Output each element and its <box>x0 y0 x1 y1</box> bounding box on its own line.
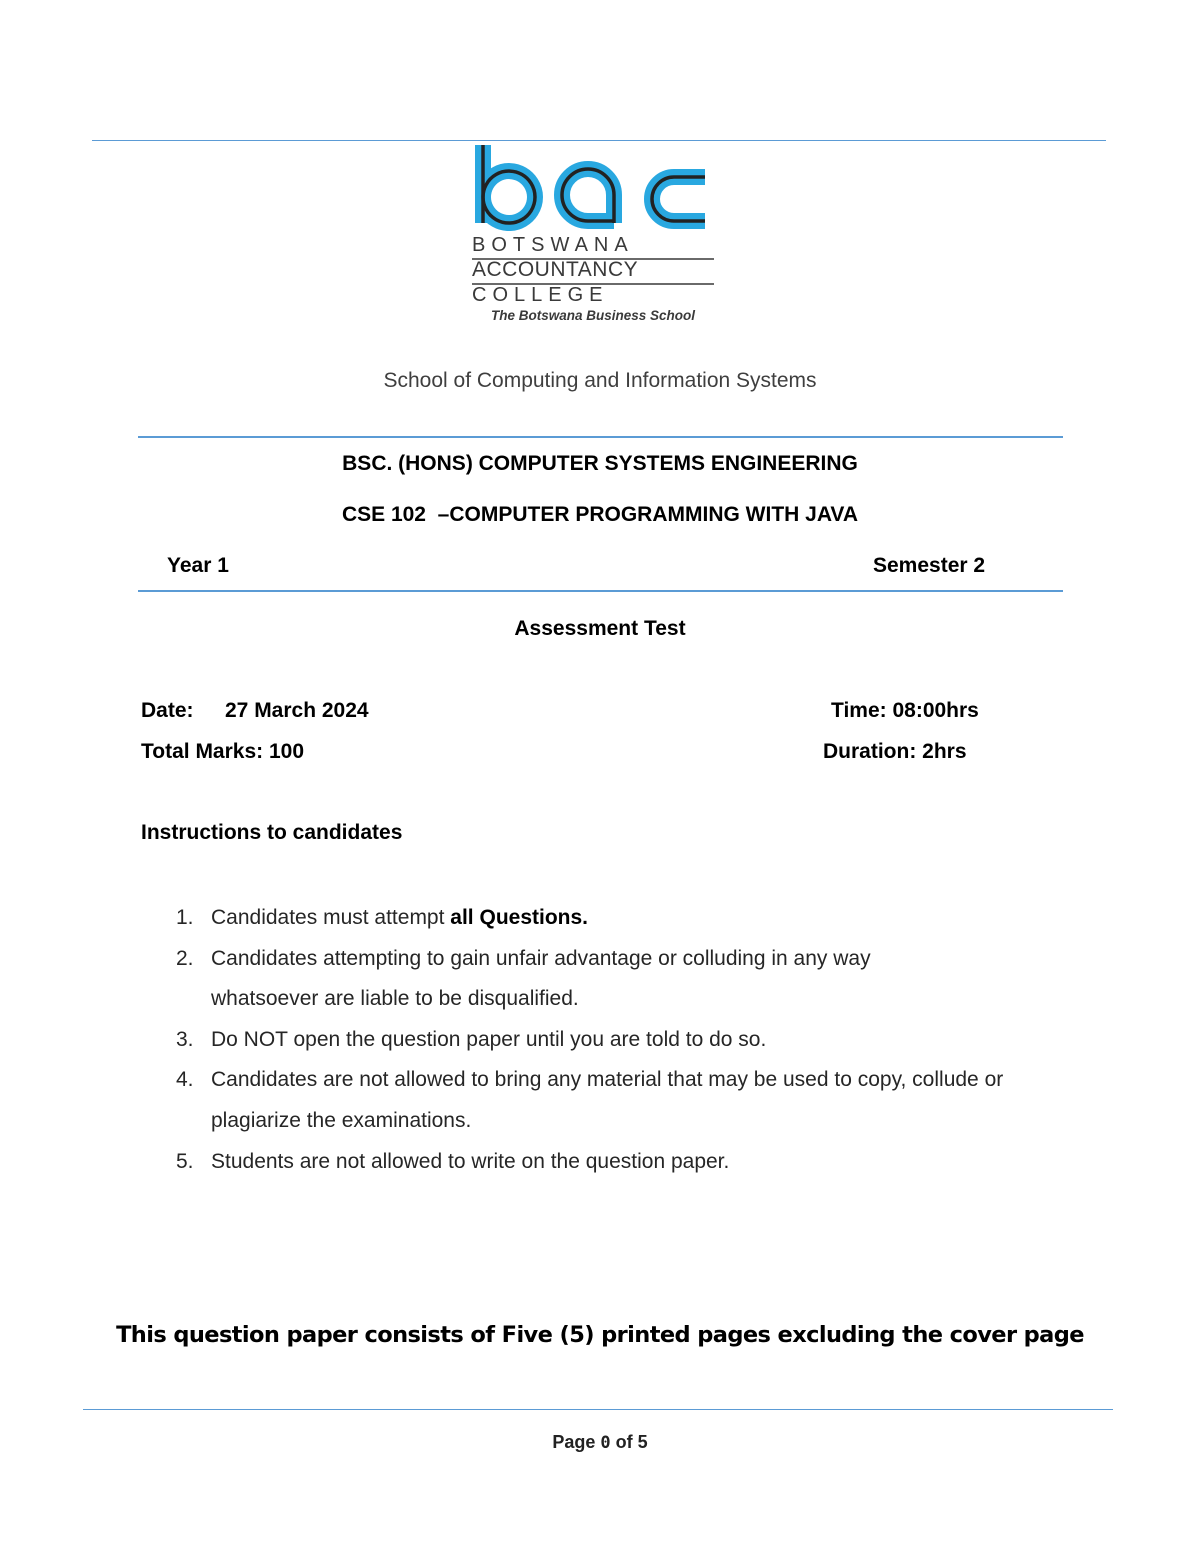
page-number <box>0 1432 1200 1453</box>
assessment-title: Assessment Test <box>514 617 686 640</box>
list-item-emphasis: all Questions. <box>450 906 588 929</box>
logo-line-accountancy: ACCOUNTANCY <box>472 258 639 281</box>
list-item-text: Do NOT open the question paper until you are told to do so. <box>211 1027 767 1051</box>
header-rule <box>92 140 1106 141</box>
instructions-list <box>176 898 1016 1182</box>
list-item-number: 5. <box>176 1149 194 1173</box>
list-item <box>176 898 1016 939</box>
programme-title: BSC. (HONS) COMPUTER SYSTEMS ENGINEERING <box>342 452 858 475</box>
year-label: Year 1 <box>167 554 229 577</box>
page-total: 5 <box>637 1432 648 1452</box>
list-item-text: Candidates attempting to gain unfair advantage or colluding in any way whatsoever are liable to be disqualified. <box>211 946 871 1011</box>
list-item <box>176 939 971 1020</box>
list-item-number: 3. <box>176 1027 194 1051</box>
page-of: of <box>615 1432 633 1452</box>
logo-line-botswana: BOTSWANA <box>472 234 634 256</box>
section-rule <box>138 436 1063 438</box>
list-item <box>176 1060 1011 1141</box>
logo-line-college: COLLEGE <box>472 284 609 306</box>
list-item-text: Candidates must attempt <box>211 906 451 929</box>
list-item-number: 2. <box>176 946 194 970</box>
bac-logo-mark <box>472 143 717 231</box>
date-label: Date: <box>141 699 194 722</box>
list-item-number: 1. <box>176 906 194 929</box>
page-current: 0 <box>600 1433 611 1453</box>
school-name: School of Computing and Information Systems <box>383 369 817 392</box>
instructions-heading: Instructions to candidates <box>141 821 403 844</box>
semester-label: Semester 2 <box>873 554 986 577</box>
page-count-note: This question paper consists of Five (5) printed pages excluding the cover page <box>116 1322 1084 1348</box>
list-item-text: Candidates are not allowed to bring any material that may be used to copy, collude or plagiarize the examinations. <box>211 1068 1004 1132</box>
list-item <box>176 1142 1016 1183</box>
duration-value: Duration: 2hrs <box>823 740 967 763</box>
list-item <box>176 1020 1016 1061</box>
logo-tagline: The Botswana Business School <box>490 308 696 323</box>
page-prefix: Page <box>552 1432 596 1452</box>
list-item-text: Students are not allowed to write on the question paper. <box>211 1149 730 1173</box>
total-marks: Total Marks: 100 <box>141 740 305 763</box>
section-rule <box>138 590 1063 592</box>
college-logo <box>472 143 717 325</box>
footer-rule <box>83 1409 1113 1410</box>
date-value: 27 March 2024 <box>225 699 369 722</box>
course-title: CSE 102 –COMPUTER PROGRAMMING WITH JAVA <box>341 503 859 526</box>
list-item-number: 4. <box>176 1068 194 1092</box>
time-value: Time: 08:00hrs <box>831 699 979 722</box>
